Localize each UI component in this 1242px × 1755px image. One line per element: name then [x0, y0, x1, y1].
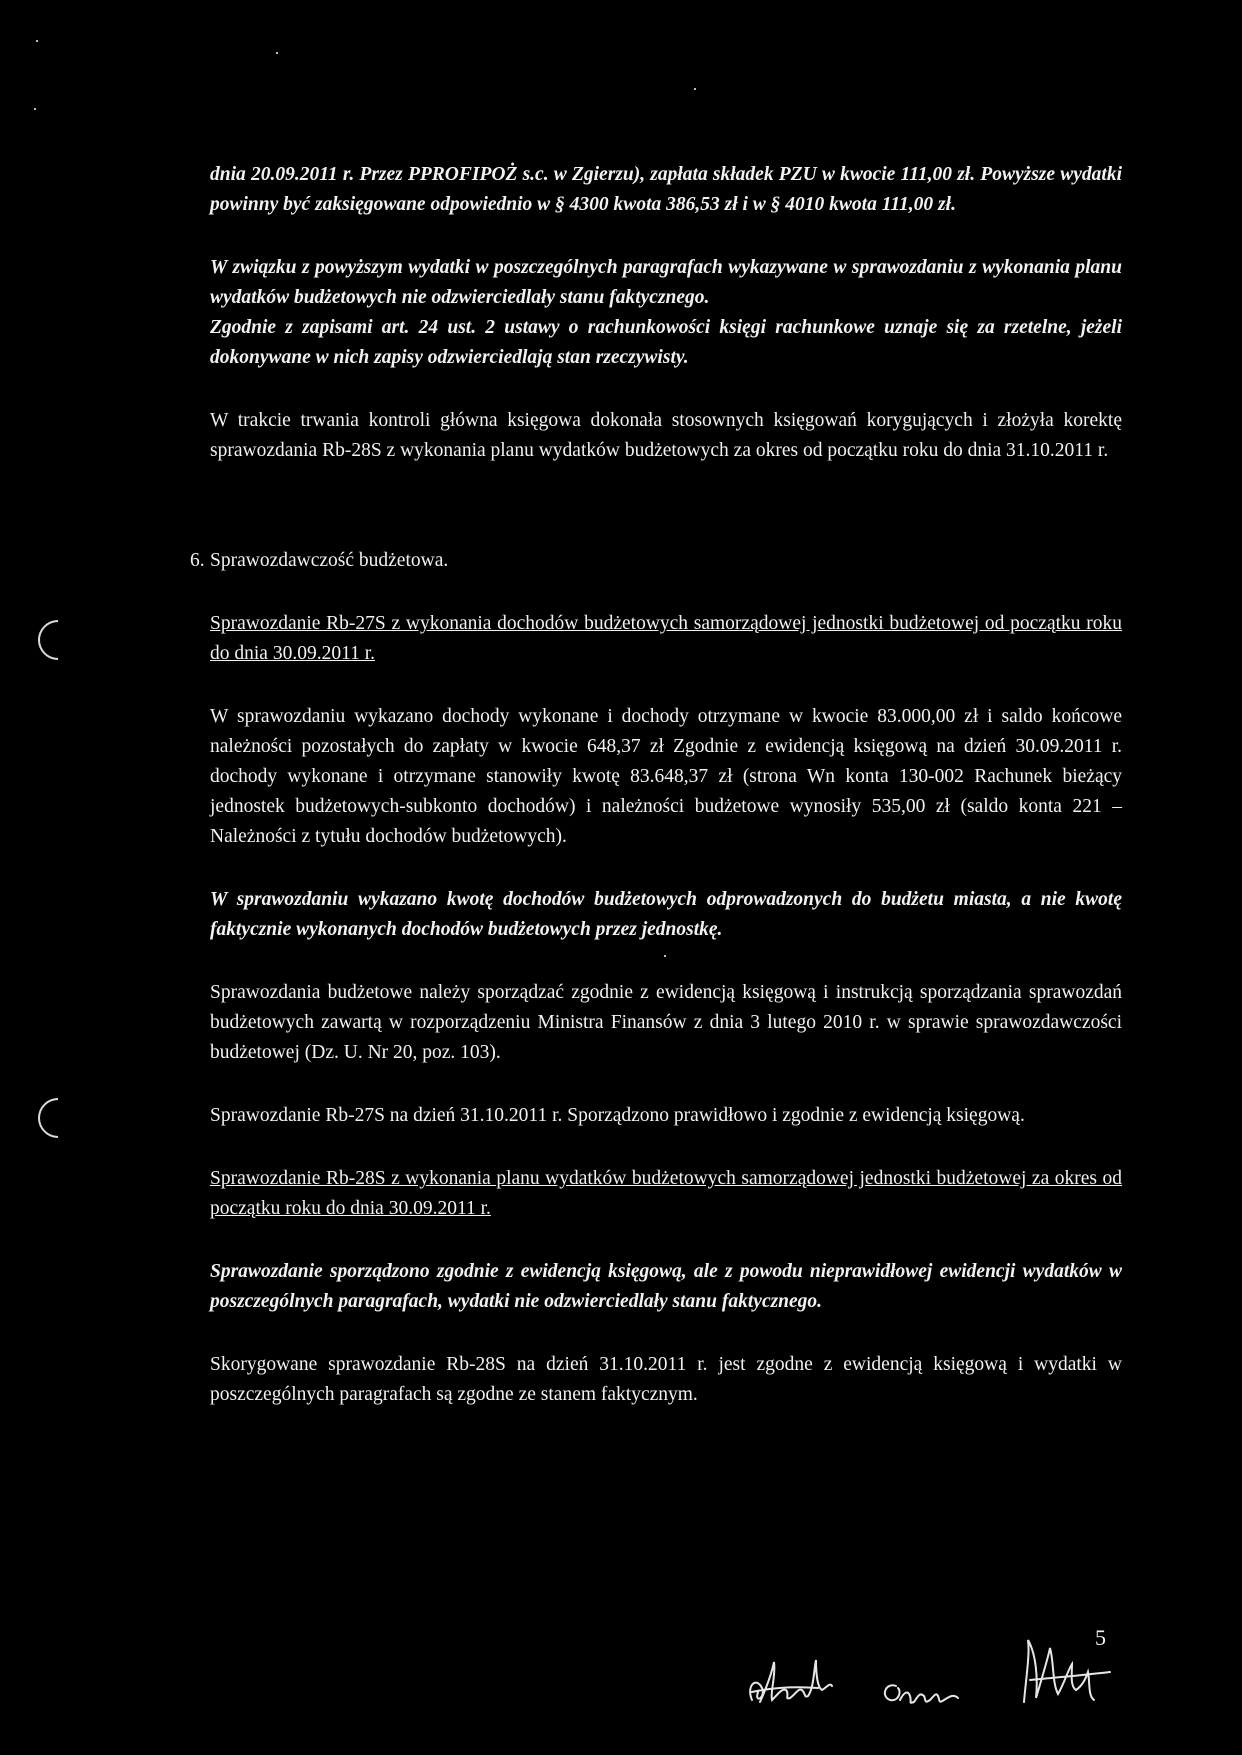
paragraph-rb27s-finding: W sprawozdaniu wykazano kwotę dochodów budżetowych odprowadzonych do budżetu miasta, a nie kwotę faktycznie wykonanych dochodów budżetowych przez jednostkę. [210, 889, 1122, 940]
section-title: Sprawozdawczość budżetowa. [210, 550, 449, 571]
paragraph-finding: W związku z powyższym wydatki w poszczególnych paragrafach wykazywane w sprawozdaniu z wykonania planu wydatków budżetowych nie odzwierciedlały stanu faktycznego. [210, 257, 1122, 308]
section-number: 6. [190, 550, 205, 571]
paragraph-rb28s-corrected: Skorygowane sprawozdanie Rb-28S na dzień 31.10.2011 r. jest zgodne z ewidencją księgową i wydatki w poszczególnych paragrafach są zgodne ze stanem faktycznym. [210, 1354, 1122, 1405]
paragraph-expenses: dnia 20.09.2011 r. Przez PPROFIPOŻ s.c. w Zgierzu), zapłata składek PZU w kwocie 111,00 zł. Powyższe wydatki powinny być zaksięgowane odpowiednio w § 4300 kwota 386,53 zł i w § 4010 kwota 111,00 zł. [210, 164, 1122, 215]
subsection-title-rb28s: Sprawozdanie Rb-28S z wykonania planu wydatków budżetowych samorządowej jednostki budżetowej za okres od początku roku do dnia 30.09.2011 r. [210, 1168, 1122, 1219]
paragraph-rb27s-amounts: W sprawozdaniu wykazano dochody wykonane i dochody otrzymane w kwocie 83.000,00 zł i saldo końcowe należności pozostałych do zapłaty w kwocie 648,37 zł Zgodnie z ewidencją księgową na dzień 30.09.2011 r. dochody wykonane i otrzymane stanowiły kwotę 83.648,37 zł (strona Wn konta 130-002 Rachunek bieżący jednostek budżetowych-subkonto dochodów) i należności budżetowe wynosiły 535,00 zł (saldo konta 221 – Należności z tytułu dochodów budżetowych). [210, 706, 1122, 847]
subsection-title-rb27s: Sprawozdanie Rb-27S z wykonania dochodów budżetowych samorządowej jednostki budżetowej od początku roku do dnia 30.09.2011 r. [210, 613, 1122, 664]
signature-one [750, 1660, 832, 1702]
paragraph-rb28s-finding: Sprawozdanie sporządzono zgodnie z ewidencją księgową, ale z powodu nieprawidłowej ewidencji wydatków w poszczególnych paragrafach, wydatki nie odzwierciedlały stanu faktycznego. [210, 1261, 1122, 1312]
page-number: 5 [1095, 1625, 1106, 1650]
signature-two [885, 1685, 958, 1702]
paragraph-rb27s-status: Sprawozdanie Rb-27S na dzień 31.10.2011 r. Sporządzono prawidłowo i zgodnie z ewidencją księgową. [210, 1105, 1025, 1126]
paragraph-correction: W trakcie trwania kontroli główna księgowa dokonała stosownych księgowań korygujących i złożyła korektę sprawozdania Rb-28S z wykonania planu wydatków budżetowych za okres od początku roku do dnia 31.10.2011 r. [210, 410, 1122, 461]
signature-three [1024, 1640, 1110, 1702]
paragraph-regulation: Sprawozdania budżetowe należy sporządzać zgodnie z ewidencją księgową i instrukcją sporządzania sprawozdań budżetowych zawartą w rozporządzeniu Ministra Finansów z dnia 3 lutego 2010 r. w sprawie sprawozdawczości budżetowej (Dz. U. Nr 20, poz. 103). [210, 982, 1122, 1063]
paragraph-legal-basis: Zgodnie z zapisami art. 24 ust. 2 ustawy o rachunkowości księgi rachunkowe uznaje się za rzetelne, jeżeli dokonywane w nich zapisy odzwierciedlają stan rzeczywisty. [210, 317, 1122, 368]
